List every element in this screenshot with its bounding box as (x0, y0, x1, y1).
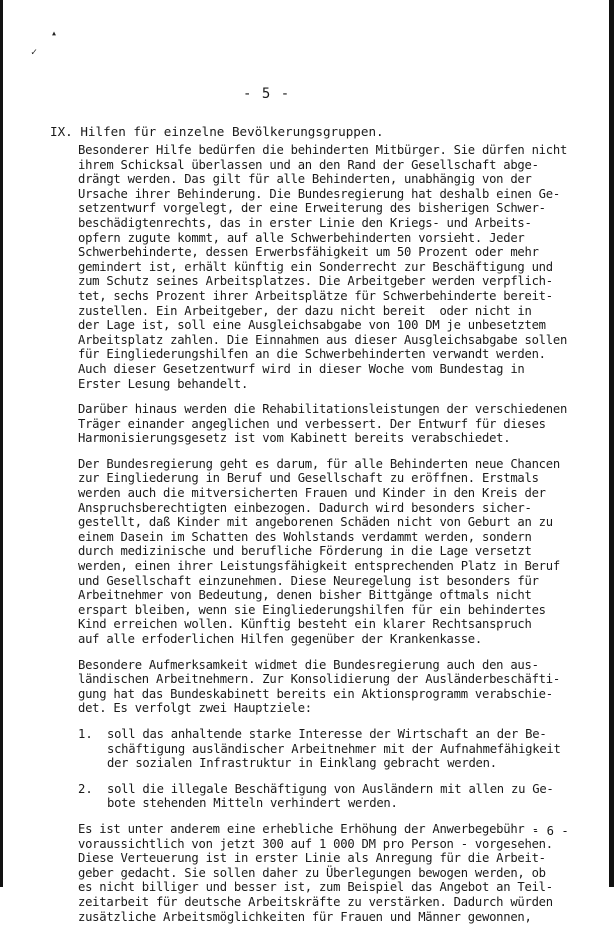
text-line: Träger einander angeglichen und verbessert. Der Entwurf für dieses (78, 416, 546, 431)
text-line: Besondere Aufmerksamkeit widmet die Bundesregierung auch den aus- (78, 657, 539, 672)
scan-speck: ▴ (51, 28, 58, 39)
text-line: Erster Lesung behandelt. (78, 376, 249, 391)
text-line: für Eingliederungshilfen an die Schwerbehinderten verwandt werden. (78, 347, 546, 362)
text-line: und Gesellschaft einzunehmen. Diese Neuregelung ist besonders für (78, 573, 539, 588)
list-number: 2. (78, 781, 93, 796)
text-line: opfern zugute kommt, auf alle Schwerbehinderten vorsieht. Jeder (78, 230, 525, 245)
text-line: auf alle erfoderlichen Hilfen gegenüber der Krankenkasse. (78, 632, 482, 646)
text-line: Ursache ihrer Behinderung. Die Bundesregierung hat deshalb einen Ge- (78, 186, 560, 201)
paragraph (78, 402, 578, 446)
text-line: Harmonisierungsgesetz ist vom Kabinett bereits verabschiedet. (78, 431, 511, 446)
text-line: gestellt, daß Kinder mit angeborenen Schäden nicht von Geburt an zu (78, 515, 553, 530)
text-line: soll das anhaltende starke Interesse der Wirtschaft an der Be- (107, 726, 547, 741)
text-line: gung hat das Bundeskabinett bereits ein Aktionsprogramm verabschie- (78, 686, 553, 701)
text-line: zustellen. Ein Arbeitgeber, der dazu nicht bereit oder nicht in (78, 303, 532, 318)
text-line: ländischen Arbeitnehmern. Zur Konsolidierung der Ausländerbeschäfti- (78, 672, 560, 687)
text-line: Anspruchsberechtigten einbezogen. Dadurch wird besonders sicher- (78, 500, 532, 515)
list-text (107, 727, 578, 771)
page-number-top: - 5 - (243, 86, 291, 102)
paragraph (78, 143, 578, 391)
text-line: es nicht billiger und besser ist, zum Beispiel das Angebot an Teil- (78, 880, 553, 895)
text-line: Diese Verteuerung ist in erster Linie als Anregung für die Arbeit- (78, 851, 546, 866)
scan-border-right (609, 0, 614, 887)
text-line: zum Schutz seines Arbeitsplatzes. Die Arbeitgeber werden verpflich- (78, 274, 553, 289)
text-line: einem Dasein im Schatten des Wohlstands verdammt werden, sondern (78, 529, 532, 544)
text-line: bote stehenden Mitteln verhindert werden. (107, 796, 398, 811)
document-body (78, 143, 578, 935)
text-line: Besonderer Hilfe bedürfen die behinderten Mitbürger. Sie dürfen nicht (78, 143, 568, 157)
scan-border-left (0, 0, 3, 887)
text-line: det. Es verfolgt zwei Hauptziele: (78, 701, 312, 716)
paragraph (78, 457, 578, 647)
text-line: drängt werden. Das gilt für alle Behinderten, unabhängig von der (78, 172, 532, 187)
scan-speck: ✓ (31, 47, 38, 58)
text-line: Es ist unter anderem eine erhebliche Erhöhung der Anwerbegebühr - (78, 821, 539, 836)
text-line: Darüber hinaus werden die Rehabilitationsleistungen der verschiedenen (78, 402, 568, 417)
text-line: Arbeitnehmer von Bedeutung, denen bisher Bittgänge oftmals nicht (78, 588, 532, 603)
paragraph (78, 658, 578, 716)
text-line: voraussichtlich von jetzt 300 auf 1 000 DM pro Person - vorgesehen. (78, 836, 553, 851)
text-line: werden auch die mitversicherten Frauen und Kinder in den Kreis der (78, 486, 546, 501)
text-line: Arbeitsplatz zahlen. Die Einnahmen aus dieser Ausgleichsabgabe sollen (78, 332, 568, 347)
text-line: der sozialen Infrastruktur in Einklang gebracht werden. (107, 756, 497, 771)
list-item (78, 782, 578, 811)
section-heading: IX. Hilfen für einzelne Bevölkerungsgruppen. (50, 124, 384, 139)
list-text (107, 782, 578, 811)
text-line: Schwerbehinderte, dessen Erwerbsfähigkeit um 50 Prozent oder mehr (78, 245, 539, 260)
text-line: beschädigtenrechts, das in erster Linie den Kriegs- und Arbeits- (78, 215, 532, 230)
page-number-bottom: - 6 - (532, 824, 569, 838)
final-paragraph (78, 822, 578, 924)
text-line: schäftigung ausländischer Arbeitnehmer mit der Aufnahmefähigkeit (107, 741, 561, 756)
text-line: Auch dieser Gesetzentwurf wird in dieser Woche vom Bundestag in (78, 361, 525, 376)
text-line: gemindert ist, erhält künftig ein Sonderrecht zur Beschäftigung und (78, 259, 553, 274)
text-line: soll die illegale Beschäftigung von Ausländern mit allen zu Ge- (107, 781, 554, 796)
list-item (78, 727, 578, 771)
text-line: Kind erreichen wollen. Künftig besteht ein klarer Rechtsanspruch (78, 617, 532, 632)
text-line: erspart bleiben, wenn sie Eingliederungshilfen für ein behindertes (78, 602, 546, 617)
text-line: zusätzliche Arbeitsmöglichkeiten für Frauen und Männer gewonnen, (78, 909, 532, 924)
text-line: geber gedacht. Sie sollen daher zu Überlegungen bewogen werden, ob (78, 865, 546, 880)
text-line: zur Eingliederung in Beruf und Gesellschaft zu eröffnen. Erstmals (78, 471, 539, 486)
text-line: werden, einen ihrer Leistungsfähigkeit entsprechenden Platz in Beruf (78, 559, 560, 574)
text-line: tet, sechs Prozent ihrer Arbeitsplätze für Schwerbehinderte bereit- (78, 288, 553, 303)
text-line: setzentwurf vorgelegt, der eine Erweiterung des bisherigen Schwer- (78, 201, 546, 216)
text-line: der Lage ist, soll eine Ausgleichsabgabe von 100 DM je unbesetztem (78, 318, 546, 333)
list-number: 1. (78, 726, 93, 741)
text-line: zeitarbeit für deutsche Arbeitskräfte zu verstärken. Dadurch würden (78, 894, 553, 909)
text-line: ihrem Schicksal überlassen und an den Rand der Gesellschaft abge- (78, 157, 539, 172)
text-line: durch medizinische und berufliche Förderung in die Lage versetzt (78, 544, 532, 559)
text-line: Der Bundesregierung geht es darum, für alle Behinderten neue Chancen (78, 456, 560, 471)
